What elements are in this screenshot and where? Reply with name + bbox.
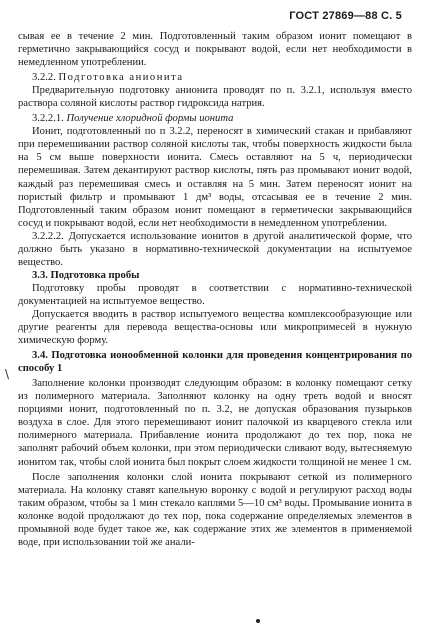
paragraph-reagents: Допускается вводить в раствор испытуемого вещества комплексообразующие или другие реагенты для перевода вещества-основы или микропримесей в нужную химическую форму. xyxy=(18,308,412,347)
section-title: Подготовка анионита xyxy=(58,72,184,84)
paragraph-column-wash: После заполнения колонки слой ионита покрывают сеткой из полимерного материала. На колонку ставят капельную воронку с водой и регулируют расход воды таким образом, чтобы за 1 мин стекало каплями 5—10 см³ воды. Промывание ионита в колонке водой продолжают до тех пор, пока содержание определяемых элементов в промывной воде будет такое же, как содержание этих же элементов в применяемой воде, при использовании той же анали- xyxy=(18,471,412,548)
section-title: Получение хлоридной формы ионита xyxy=(66,113,234,125)
page-header: ГОСТ 27869—88 С. 5 xyxy=(289,10,402,22)
section-heading-3-2-2 xyxy=(18,71,412,84)
section-heading-3-4: 3.4. Подготовка ионообменной колонки для проведения концентрирования по способу 1 xyxy=(18,350,412,375)
document-body xyxy=(18,30,412,549)
paragraph-column-fill: Заполнение колонки производят следующим образом: в колонку помещают сетку из полимерного материала. Заполняют колонку на одну треть водой и вносят порциями ионит, подготовленный по п. 3.2, не допуская образования пузырьков воздуха в слое. Для этого перемешивают ионит палочкой из кварцевого стекла или полимерного материала. Прибавление ионита продолжают до тех пор, пока не заполнят рабочий объем колонки, при этом периодически сливают воду, вытесняемую ионитом так, чтобы слой ионита был покрыт слоем жидкости толщиной не менее 1 см. xyxy=(18,378,412,468)
paragraph-sample-prep: Подготовку пробы проводят в соответствии с нормативно-технической документацией на испытуемое вещество. xyxy=(18,282,412,307)
page-dot xyxy=(256,619,260,623)
paragraph-3-2-2-2: 3.2.2.2. Допускается использование ионитов в другой аналитической форме, что должно быть указано в нормативно-технической документации на испытуемое вещество. xyxy=(18,230,412,268)
margin-mark: \ xyxy=(5,367,10,381)
paragraph-anion-prep: Предварительную подготовку анионита проводят по п. 3.2.1, используя вместо раствора соляной кислоты раствор гидроксида натрия. xyxy=(18,85,412,110)
section-number: 3.2.2. xyxy=(32,72,56,84)
paragraph-continuation: сывая ее в течение 2 мин. Подготовленный таким образом ионит помещают в герметично закрывающийся сосуд и покрывают водой, если нет необходимости в немедленном употреблении. xyxy=(18,31,412,69)
paragraph-chloride-form: Ионит, подготовленный по п 3.2.2, переносят в химический стакан и прибавляют при перемешивании раствор соляной кислоты так, чтобы поверхность жидкости была на 5 см выше поверхности ионита. Смесь оставляют на 5 ч, периодически перемешивая. Затем декантируют раствор кислоты, пять раз промывают ионит водой, каждый раз перемешивая смесь и оставляя на 5 мин. Затем переносят ионит на пористый фильтр и промывают 1 дм³ воды, отсасывая ее в течение 2 мин. Подготовленный таким образом ионит помещают в герметически закрывающийся сосуд и покрывают водой, если нет необходимости в немедленном употреблении. xyxy=(18,126,412,229)
section-number: 3.2.2.1. xyxy=(32,113,64,125)
section-heading-3-3: 3.3. Подготовка пробы xyxy=(32,269,140,281)
section-heading-3-2-2-1 xyxy=(18,112,412,125)
